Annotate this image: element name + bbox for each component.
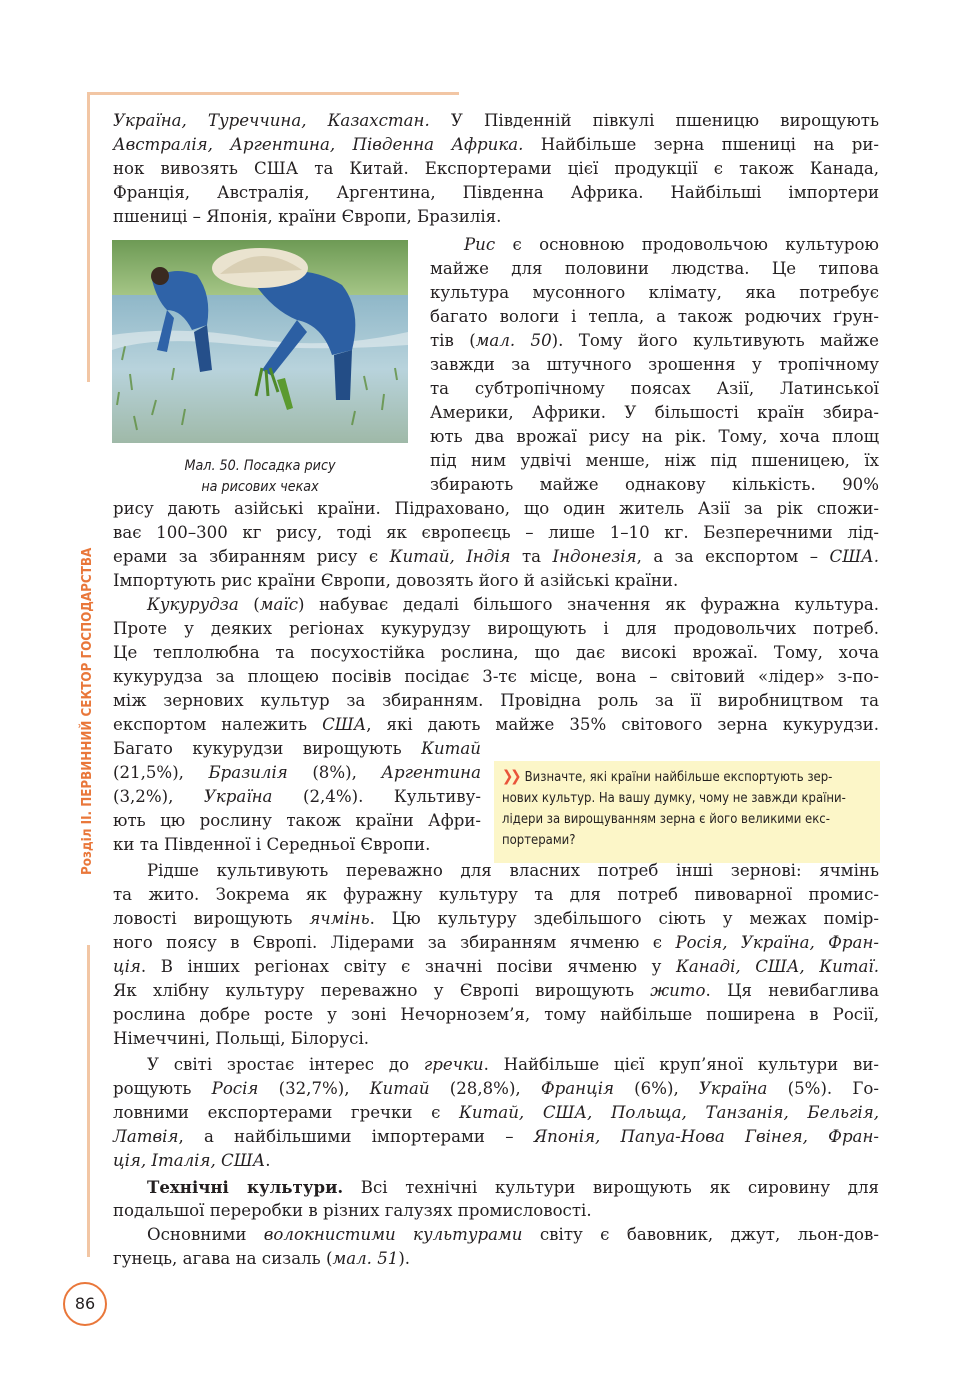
- decorative-side-rule-bottom: [87, 945, 90, 1257]
- text-line: рощують Росія (32,7%), Китай (28,8%), Франція (6%), Україна (5%). Го-: [113, 1079, 879, 1098]
- text-line: ловості вирощують ячмінь. Цю культуру здебільшого сіють у межах помір-: [113, 909, 879, 928]
- text-line: експортом належить США, які дають майже 35% світового зерна кукурудзи.: [113, 715, 879, 734]
- rice-planting-photo: [112, 240, 408, 443]
- text-line: ловними експортерами гречки є Китай, США, Польща, Танзанія, Бельгія,: [113, 1103, 879, 1122]
- text-line: майже для половини людства. Це типова: [430, 259, 879, 278]
- text-line: та субтропічному поясах Азії, Латинської: [430, 379, 879, 398]
- text-line: рису дають азійські країни. Підраховано, що один житель Азії за рік спожи-: [113, 499, 879, 518]
- question-line: лідери за вирощуванням зерна є його великими екс-: [502, 812, 830, 827]
- text-line: ває 100–300 кг рису, тоді як європеєць – лише 1–10 кг. Безперечними лід-: [113, 523, 879, 542]
- text-line: культура мусонного клімату, яка потребує: [430, 283, 879, 302]
- text-line: завжди за штучного зрошення у тропічному: [430, 355, 879, 374]
- text-line: Як хлібну культуру переважно у Європі вирощують жито. Ця невибаглива: [113, 981, 879, 1000]
- text-line: кукурудза за площею посівів посідає 3-тє місце, вона – світовий «лідер» з-по-: [113, 667, 879, 686]
- text-line: ція, Італія, США.: [113, 1151, 271, 1170]
- figure-caption-line1: Мал. 50. Посадка рису: [184, 458, 336, 474]
- text-line: гунець, агава на сизаль (мал. 51).: [113, 1249, 411, 1268]
- decorative-side-rule-top: [87, 92, 90, 382]
- decorative-top-rule: [87, 92, 459, 95]
- question-line: портерами?: [502, 833, 576, 848]
- text-line: Імпортують рис країни Європи, довозять його й азійські країни.: [113, 571, 679, 590]
- text-line: під ним удвічі менше, ніж під пшеницею, їх: [430, 451, 879, 470]
- subheading-technical-crops: Технічні культури.: [147, 1177, 344, 1197]
- text-line: ного поясу в Європі. Лідерами за збиранням ячменю є Росія, Україна, Фран-: [113, 933, 879, 952]
- text-line: подальшої переробки в різних галузях промисловості.: [113, 1201, 592, 1220]
- text-line: Рис є основною продовольчою культурою: [464, 235, 879, 254]
- text-line: Австралія, Аргентина, Південна Африка. Найбільше зерна пшениці на ри-: [113, 135, 880, 154]
- text-line: тів (мал. 50). Тому його культивують майже: [430, 331, 879, 350]
- figure-caption: [112, 456, 408, 498]
- text-line: Латвія, а найбільшими імпортерами – Японія, Папуа-Нова Гвінея, Фран-: [113, 1127, 879, 1146]
- text-line: ють цю рослину також країни Афри-: [113, 811, 481, 830]
- text-line: Багато кукурудзи вирощують Китай: [113, 739, 481, 758]
- text-line: Основними волокнистими культурами світу є бавовник, джут, льон-дов-: [147, 1225, 880, 1244]
- text-line: пшениці – Японія, країни Європи, Бразилія.: [113, 207, 502, 226]
- text-line: ція. В інших регіонах світу є значні посіви ячменю у Канаді, США, Китаї.: [113, 957, 880, 976]
- question-line: нових культур. На вашу думку, чому не завжди країни-: [502, 791, 846, 806]
- text-line: У світі зростає інтерес до гречки. Найбільше цієї круп’яної культури ви-: [147, 1055, 879, 1074]
- text-line: ють два врожаї рису на рік. Тому, хоча площ: [430, 427, 879, 446]
- text-line: Кукурудза (маїс) набуває дедалі більшого значення як фуражна культура.: [147, 595, 879, 614]
- text-line: нок вивозять США та Китай. Експортерами цієї продукції є також Канада,: [113, 159, 879, 178]
- text-line: Україна, Туреччина, Казахстан. У Південній півкулі пшеницю вирощують: [113, 111, 879, 130]
- text-line: між зернових культур за збиранням. Провідна роль за її виробництвом та: [113, 691, 879, 710]
- double-chevron-right-icon: ❯❯: [502, 767, 519, 785]
- page-number: 86: [63, 1282, 107, 1326]
- text-line: Америки, Африки. У більшості країн збира-: [430, 403, 879, 422]
- text-line: багато вологи і тепла, а також родючих ґрун-: [430, 307, 879, 326]
- text-line: Технічні культури. Всі технічні культури вирощують як сировину для: [147, 1177, 879, 1197]
- text-line: Це теплолюбна та посухостійка рослина, що дає високі врожаї. Тому, хоча: [113, 643, 879, 662]
- text-line: Рідше культивують переважно для власних потреб інші зернові: ячмінь: [147, 861, 879, 880]
- figure-caption-line2: на рисових чеках: [201, 479, 319, 495]
- text-line: та жито. Зокрема як фуражну культуру та для потреб пивоварної промис-: [113, 885, 879, 904]
- text-line: рослина добре росте у зоні Нечорнозем’я, тому найбільше поширена в Росії,: [113, 1005, 879, 1024]
- text-line: (21,5%), Бразилія (8%), Аргентина: [113, 763, 481, 782]
- text-line: ки та Південної і Середньої Європи.: [113, 835, 431, 854]
- question-box: [494, 761, 880, 863]
- text-line: Німеччині, Польщі, Білорусі.: [113, 1029, 370, 1048]
- text-line: (3,2%), Україна (2,4%). Культиву-: [113, 787, 482, 806]
- text-line: збирають майже однакову кількість. 90%: [430, 475, 879, 494]
- section-label: Розділ II. ПЕРВИННИЙ СЕКТОР ГОСПОДАРСТВА: [80, 547, 95, 875]
- question-line: ❯❯ Визначте, які країни найбільше експортують зер-: [502, 767, 833, 785]
- text-line: Проте у деяких регіонах кукурудзу вирощують і для продовольчих потреб.: [113, 619, 879, 638]
- text-line: Франція, Австралія, Аргентина, Південна Африка. Найбільші імпортери: [113, 183, 879, 202]
- text-line: ерами за збиранням рису є Китай, Індія та Індонезія, а за експортом – США.: [113, 547, 879, 566]
